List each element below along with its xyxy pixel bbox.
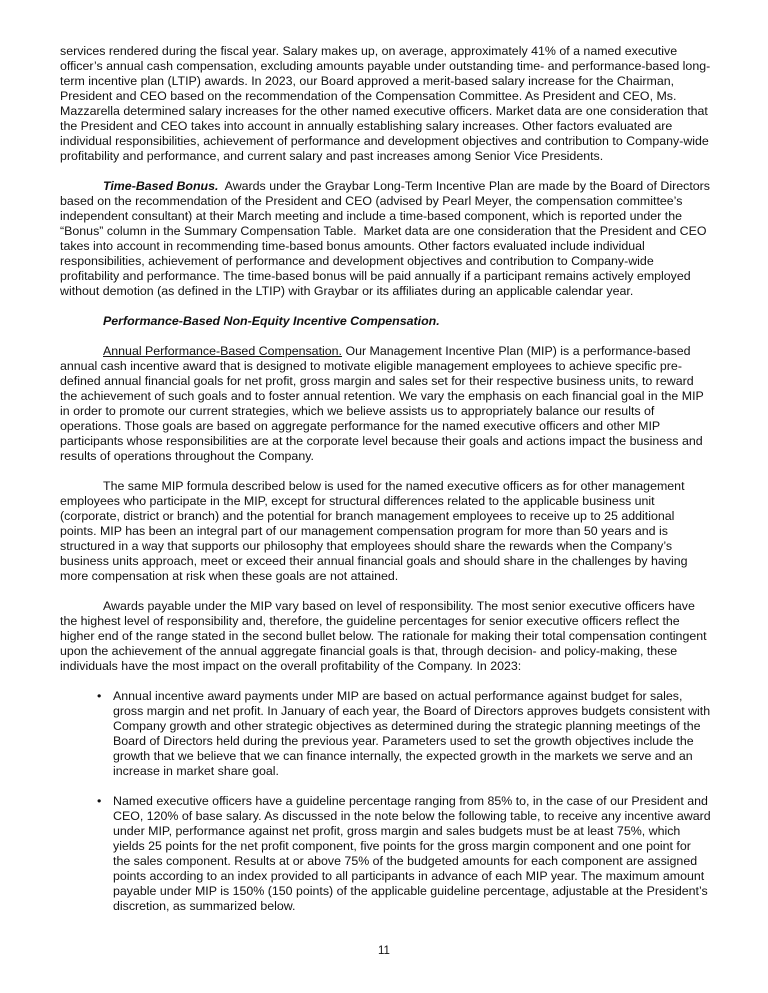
- time-based-bonus-body: Awards under the Graybar Long-Term Incentive Plan are made by the Board of Directors based on the recommendation of the President and CEO (advised by Pearl Meyer, the compensation committee’s independent consultant) at their March meeting and include a time-based component, which is reported under the “Bonus” column in the Summary Compensation Table. Market data are one consideration that the President and CEO takes into account in recommending time-based bonus amounts. Other factors evaluated include individual responsibilities, achievement of performance and development objectives and contribution to Company-wide profitability and performance. The time-based bonus will be paid annually if a participant remains actively employed without demotion (as defined in the LTIP) with Graybar or its affiliates during an applicable calendar year.: [60, 179, 714, 298]
- awards-payable-paragraph: Awards payable under the MIP vary based on level of responsibility. The most senior executive officers have the highest level of responsibility and, therefore, the guideline percentages for senior executive officers reflect the higher end of the range stated in the second bullet below. The rationale for making their total compensation contingent upon the achievement of the annual aggregate financial goals is that, through decision- and policy-making, these individuals have the most impact on the overall profitability of the Company. In 2023:: [60, 599, 707, 673]
- annual-performance-paragraph: [60, 344, 711, 464]
- bullet-icon: •: [97, 689, 102, 703]
- page-number: 11: [378, 945, 390, 957]
- salary-paragraph: services rendered during the fiscal year. Salary makes up, on average, approximately 41% of a named executive officer’s annual cash compensation, excluding amounts payable under outstanding time- and performance-based long-term incentive plan (LTIP) awards. In 2023, our Board approved a merit-based salary increase for the Chairman, President and CEO based on the recommendation of the Compensation Committee. As President and CEO, Ms. Mazzarella determined salary increases for the other named executive officers. Market data are one consideration that the President and CEO takes into account in annually establishing salary increases. Other factors evaluated are individual responsibilities, achievement of performance and development objectives and contribution to Company-wide profitability and performance, and current salary and past increases among Senior Vice Presidents.: [60, 44, 711, 163]
- bullet-list: [60, 689, 711, 914]
- bullet-text: Named executive officers have a guideline percentage ranging from 85% to, in the case of our President and CEO, 120% of base salary. As discussed in the note below the following table, to receive any incentive award under MIP, performance against net profit, gross margin and sales budgets must be at least 75%, which yields 25 points for the net profit component, five points for the gross margin component and one point for the sales component. Results at or above 75% of the budgeted amounts for each component are assigned points according to an index provided to all participants in advance of each MIP year. The maximum amount payable under MIP is 150% (150 points) of the applicable guideline percentage, adjustable at the President’s discretion, as summarized below.: [113, 794, 711, 913]
- bullet-item: [60, 689, 711, 779]
- time-based-bonus-heading: Time-Based Bonus.: [103, 179, 219, 193]
- document-page: [60, 44, 714, 929]
- bullet-icon: •: [97, 794, 102, 808]
- bullet-text: Annual incentive award payments under MIP are based on actual performance against budget for sales, gross margin and net profit. In January of each year, the Board of Directors approves budgets consistent with Company growth and other strategic objectives as determined during the strategic planning meetings of the Board of Directors held during the previous year. Parameters used to set the growth objectives include the growth that we believe that we can finance internally, the expected growth in the markets we serve and an increase in market share goal.: [113, 689, 711, 778]
- section-heading-performance-based: Performance-Based Non-Equity Incentive Compensation.: [103, 314, 440, 328]
- same-mip-formula-paragraph: The same MIP formula described below is used for the named executive officers as for other management employees who participate in the MIP, except for structural differences related to the applicable business unit (corporate, district or branch) and the potential for branch management employees to receive up to 25 additional points. MIP has been an integral part of our management compensation program for more than 50 years and is structured in a way that supports our philosophy that employees should share the rewards when the Company’s business units approach, meet or exceed their annual financial goals and should share in the challenges by having more compensation at risk when these goals are not attained.: [60, 479, 688, 583]
- annual-performance-body: Our Management Incentive Plan (MIP) is a performance-based annual cash incentive award that is designed to motivate eligible management employees to achieve specific pre-defined annual financial goals for net profit, gross margin and sales set for their respective business units, to reward the achievement of such goals and to foster annual retention. We vary the emphasis on each financial goal in the MIP in order to promote our current strategies, which we believe assists us to appropriately balance our results of operations. Those goals are based on aggregate performance for the named executive officers and other MIP participants whose responsibilities are at the corporate level because their goals and actions impact the business and results of operations throughout the Company.: [60, 344, 704, 463]
- time-based-bonus-paragraph: [60, 179, 714, 299]
- bullet-item: [60, 794, 711, 914]
- annual-performance-heading: Annual Performance-Based Compensation.: [103, 344, 342, 358]
